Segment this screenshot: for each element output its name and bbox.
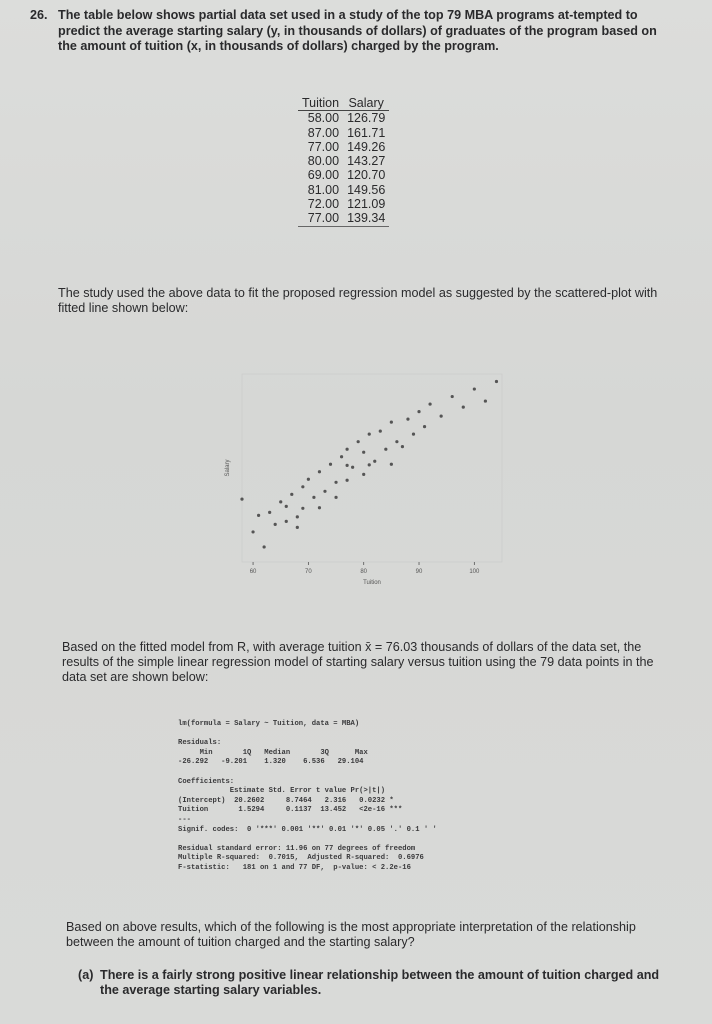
scatter-point (290, 493, 293, 496)
scatter-point (440, 415, 443, 418)
scatter-point (373, 460, 376, 463)
interpretation-question: Based on above results, which of the following is the most appropriate interpretation of the relationship between the amount of tuition charged and the starting salary? (66, 920, 636, 949)
data-table (298, 96, 389, 227)
scatter-point (390, 463, 393, 466)
option-a-label: (a) (78, 968, 94, 982)
scatter-point (334, 481, 337, 484)
r-output-line: Coefficients: (178, 777, 235, 786)
scatter-point (251, 530, 254, 533)
r-output-line (178, 835, 538, 845)
r-output-block (178, 720, 538, 874)
scatter-point (346, 448, 349, 451)
table-row (298, 140, 389, 154)
scatter-point (357, 440, 360, 443)
salary-cell: 149.26 (347, 139, 386, 154)
scatter-point (285, 520, 288, 523)
r-output-line: Signif. codes: 0 '***' 0.001 '**' 0.01 '*' 0.05 '.' 0.1 ' ' (178, 825, 437, 834)
salary-cell: 121.09 (347, 197, 386, 212)
scatter-point (428, 402, 431, 405)
x-tick-label: 70 (305, 569, 312, 575)
scatter-point (268, 511, 271, 514)
scatter-plot (220, 366, 510, 586)
scatter-point (329, 463, 332, 466)
question-text: The table below shows partial data set used in a study of the top 79 MBA programs at-tempted to predict the average starting salary (y, in thousands of dollars) of graduates of the program based on the amount of tuition (x, in thousands of dollars) charged by the program. (58, 8, 657, 53)
model-results-paragraph: Based on the fitted model from R, with average tuition x̄ = 76.03 thousands of dollars of the data set, the results of the simple linear regression model of starting salary versus tuition using the 79 data points in the data set are shown below: (62, 640, 654, 684)
r-output-line: Residuals: (178, 739, 222, 748)
scatter-point (368, 433, 371, 436)
regression-intro-paragraph: The study used the above data to fit the proposed regression model as suggested by the scattered-plot with fitted line shown below: (58, 286, 658, 315)
r-output-line (178, 768, 538, 778)
r-output-line: Estimate Std. Error t value Pr(>|t|) (178, 787, 386, 796)
table-row (298, 154, 389, 168)
scatter-point (307, 478, 310, 481)
salary-cell: 143.27 (347, 154, 386, 169)
scatter-point (417, 410, 420, 413)
scatter-point (285, 505, 288, 508)
scatter-point (274, 523, 277, 526)
scatter-point (473, 387, 476, 390)
scatter-point (340, 455, 343, 458)
tuition-cell: 77.00 (298, 211, 343, 226)
y-axis-label: Salary (225, 459, 231, 477)
scatter-point (384, 448, 387, 451)
table-row (298, 211, 389, 226)
scatter-point (312, 496, 315, 499)
scatter-point (279, 500, 282, 503)
scatter-point (346, 479, 349, 482)
scatter-point (412, 433, 415, 436)
salary-cell: 126.79 (347, 111, 386, 126)
r-output-line: Min 1Q Median 3Q Max (178, 748, 368, 757)
salary-cell: 149.56 (347, 182, 386, 197)
x-tick-label: 80 (360, 569, 368, 575)
r-output-line: Multiple R-squared: 0.7015, Adjusted R-squared: 0.6976 (178, 854, 424, 863)
scatter-point (495, 380, 498, 383)
scatter-point (296, 515, 299, 518)
scatter-point (346, 464, 349, 467)
scatter-point (323, 490, 326, 493)
question-number: 26. (30, 8, 48, 22)
scatter-point (334, 496, 337, 499)
r-output-line: -26.292 -9.201 1.320 6.536 29.104 (178, 758, 364, 767)
tuition-cell: 58.00 (307, 111, 340, 126)
scatter-point (368, 463, 371, 466)
table-row (298, 126, 389, 140)
scatter-point (318, 506, 321, 509)
scatter-point (406, 418, 409, 421)
r-output-line: lm(formula = Salary ~ Tuition, data = MBA) (178, 720, 360, 728)
r-output-line: Residual standard error: 11.96 on 77 degrees of freedom (178, 844, 416, 853)
scatter-point (462, 405, 465, 408)
scatter-point (301, 485, 304, 488)
salary-cell: 120.70 (347, 168, 386, 183)
header-tuition: Tuition (298, 96, 343, 111)
scatter-point (484, 399, 487, 402)
scatter-point (379, 430, 382, 433)
x-axis-label: Tuition (363, 580, 381, 586)
scatter-point (240, 498, 243, 501)
salary-cell: 161.71 (347, 125, 386, 140)
scatter-point (351, 466, 354, 469)
scatter-point (395, 440, 398, 443)
table-row (298, 168, 389, 182)
salary-cell: 139.34 (343, 211, 389, 226)
table-header-row (298, 96, 389, 111)
r-output-line (178, 730, 538, 740)
tuition-cell: 80.00 (307, 154, 340, 169)
scatter-point (257, 514, 260, 517)
tuition-cell: 69.00 (307, 168, 340, 183)
scatter-point (296, 526, 299, 529)
tuition-cell: 87.00 (307, 125, 340, 140)
table-row (298, 183, 389, 197)
scatter-point (318, 470, 321, 473)
tuition-cell: 72.00 (307, 197, 340, 212)
x-tick-label: 60 (249, 569, 257, 575)
x-tick-label: 100 (469, 569, 480, 575)
r-output-line: F-statistic: 181 on 1 and 77 DF, p-value: < 2.2e-16 (178, 863, 411, 872)
scatter-point (362, 473, 365, 476)
table-row (298, 197, 389, 211)
table-row (298, 111, 389, 126)
option-a-text: There is a fairly strong positive linear relationship between the amount of tuition charged and the average starting salary variables. (100, 968, 660, 997)
plot-frame (242, 374, 502, 562)
r-output-line: (Intercept) 20.2602 8.7464 2.316 0.0232 * (178, 796, 394, 805)
x-tick-label: 90 (415, 569, 423, 575)
scatter-point (362, 451, 365, 454)
r-output-line: Tuition 1.5294 0.1137 13.452 <2e-16 *** (178, 806, 403, 815)
r-output-line: --- (178, 815, 191, 824)
tuition-cell: 77.00 (307, 139, 340, 154)
scatter-point (390, 421, 393, 424)
scatter-point (451, 395, 454, 398)
scatter-point (423, 425, 426, 428)
scatter-point (301, 507, 304, 510)
scatter-point (263, 545, 266, 548)
scatter-point (401, 445, 404, 448)
header-salary: Salary (343, 96, 389, 111)
tuition-cell: 81.00 (307, 182, 340, 197)
